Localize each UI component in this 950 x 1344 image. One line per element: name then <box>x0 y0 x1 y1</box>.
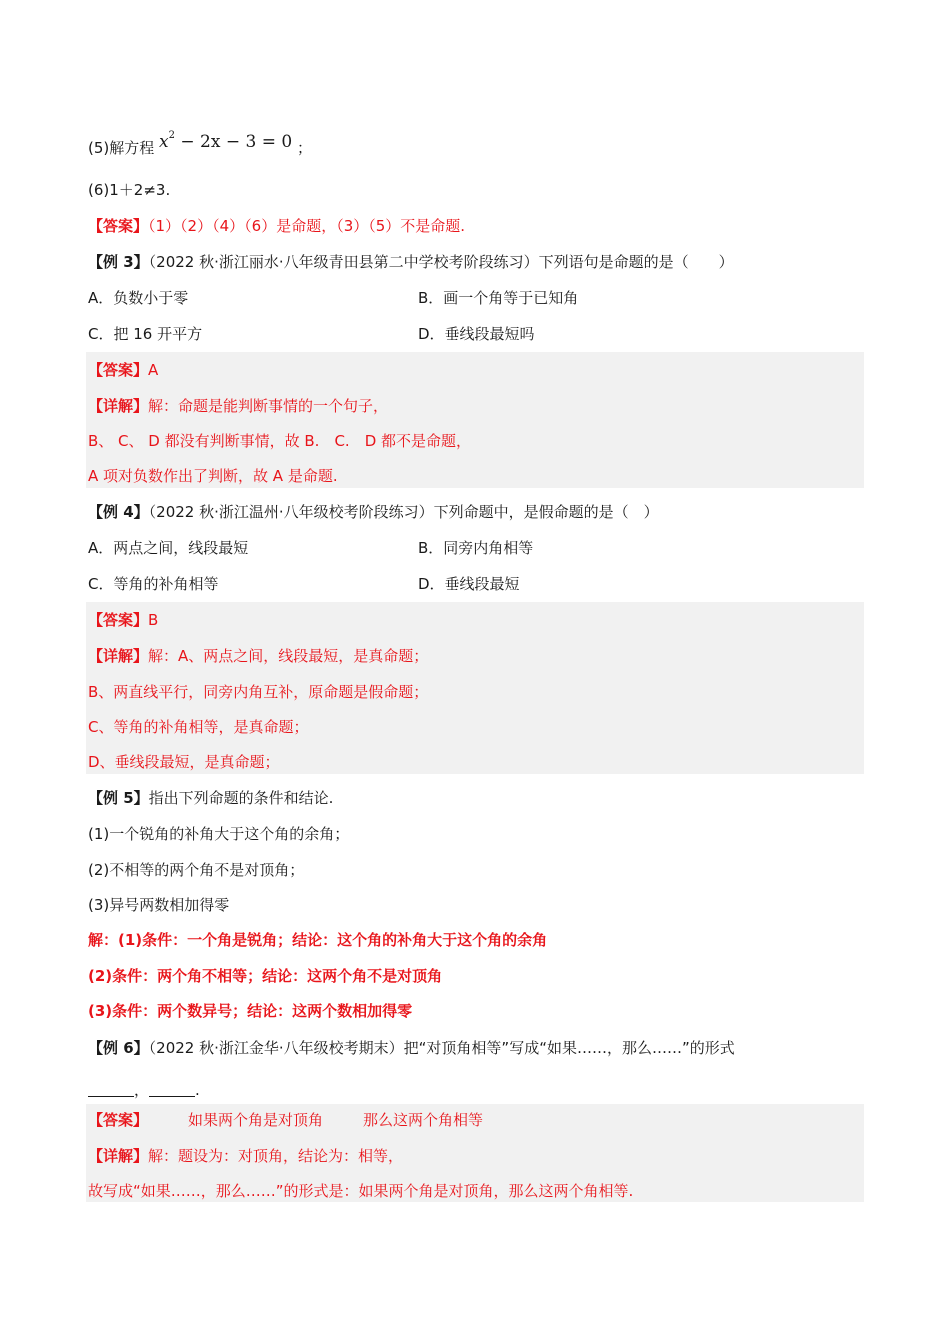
example-5-stem: 【例 5】指出下列命题的条件和结论. <box>88 789 334 807</box>
question-5: (5)解方程 $x^2 - 2x - 3 = 0$ ； <box>88 130 312 157</box>
example-3-detail-1: 【详解】解：命题是能判断事情的一个句子， <box>88 397 389 415</box>
example-3-option-c: C．把 16 开平方 <box>88 325 203 343</box>
example-5-solution-3: (3)条件：两个数异号；结论：这两个数相加得零 <box>88 1002 413 1020</box>
q5-label: (5)解方程 <box>88 139 155 157</box>
example-6-answer: 【答案】 如果两个角是对顶角 那么这两个角相等 <box>88 1111 484 1129</box>
example-3-option-b: B．画一个角等于已知角 <box>418 289 579 307</box>
example-4-option-c: C．等角的补角相等 <box>88 575 219 593</box>
example-6-blanks: ， . <box>88 1080 200 1100</box>
example-5-solution-2: (2)条件：两个角不相等；结论：这两个角不是对顶角 <box>88 967 443 985</box>
example-4-answer: 【答案】B <box>88 611 159 629</box>
example-3-option-a: A．负数小于零 <box>88 289 189 307</box>
example-4-detail-4: D、垂线段最短，是真命题； <box>88 753 280 771</box>
answer-text: （1）（2）（4）（6）是命题，（3）（5）不是命题. <box>148 217 466 235</box>
example-5-solution-1: 解：(1)条件：一个角是锐角；结论：这个角的补角大于这个角的余角 <box>88 931 548 949</box>
q5-equation: $x^2 - 2x - 3 = 0$ <box>159 130 293 152</box>
example-3-stem: 【例 3】（2022 秋·浙江丽水·八年级青田县第二中学校考阶段练习）下列语句是命题的是（ ） <box>88 253 734 271</box>
example-3-detail-3: A 项对负数作出了判断，故 A 是命题. <box>88 467 338 485</box>
example-tag: 【例 6】 <box>88 1039 149 1057</box>
example-6-detail-2: 故写成“如果……，那么……”的形式是：如果两个角是对顶角，那么这两个角相等. <box>88 1182 634 1200</box>
answer-blank <box>88 1082 134 1097</box>
example-3-option-d: D．垂线段最短吗 <box>418 325 535 343</box>
example-tag: 【例 3】 <box>88 253 149 271</box>
example-5-prop-3: (3)异号两数相加得零 <box>88 896 230 914</box>
question-6: (6)1＋2≠3. <box>88 181 171 199</box>
example-5-prop-1: (1)一个锐角的补角大于这个角的余角； <box>88 825 350 843</box>
example-tag: 【例 5】 <box>88 789 149 807</box>
answer-blank <box>149 1082 195 1097</box>
example-4-detail-3: C、等角的补角相等，是真命题； <box>88 718 309 736</box>
example-5-prop-2: (2)不相等的两个角不是对顶角； <box>88 861 305 879</box>
example-4-option-d: D．垂线段最短 <box>418 575 520 593</box>
example-4-detail-1: 【详解】解：A、两点之间，线段最短，是真命题； <box>88 647 429 665</box>
example-3-answer: 【答案】A <box>88 361 159 379</box>
answer-block-1 <box>88 216 465 236</box>
example-4-detail-2: B、两直线平行，同旁内角互补，原命题是假命题； <box>88 683 429 701</box>
example-6-stem: 【例 6】（2022 秋·浙江金华·八年级校考期末）把“对顶角相等”写成“如果……，那么……”的形式 <box>88 1039 735 1057</box>
example-4-option-b: B．同旁内角相等 <box>418 539 534 557</box>
example-tag: 【例 4】 <box>88 503 149 521</box>
answer-tag: 【答案】 <box>88 217 149 235</box>
example-6-detail-1: 【详解】解：题设为：对顶角，结论为：相等， <box>88 1147 404 1165</box>
example-4-option-a: A．两点之间，线段最短 <box>88 539 249 557</box>
example-4-stem: 【例 4】（2022 秋·浙江温州·八年级校考阶段练习）下列命题中，是假命题的是（ ） <box>88 503 659 521</box>
example-3-detail-2: B、 C、 D 都没有判断事情，故 B. C. D 都不是命题， <box>88 432 472 450</box>
